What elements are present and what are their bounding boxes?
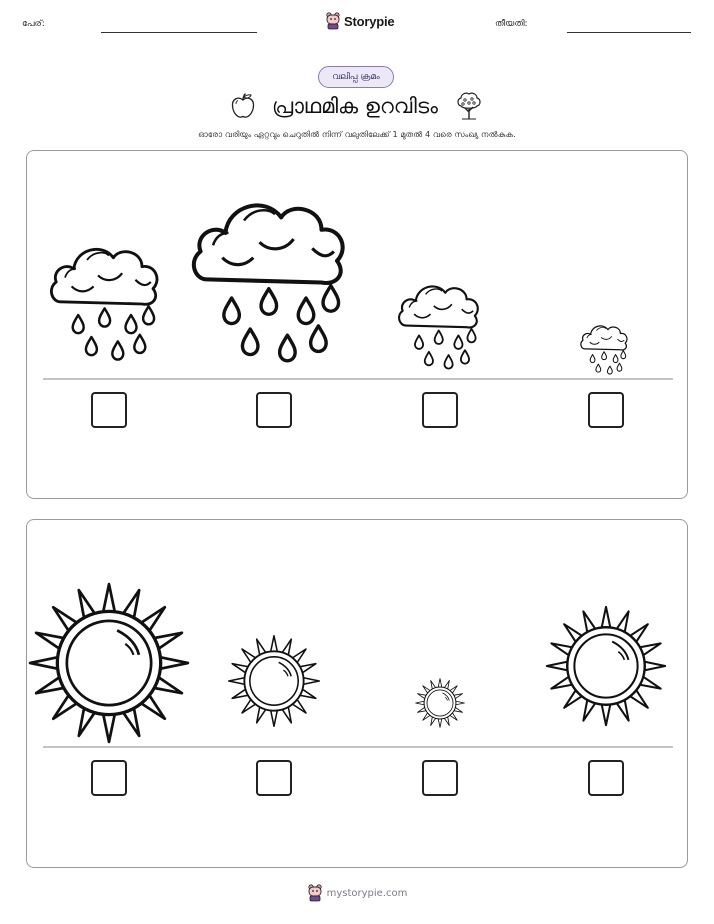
date-label: തീയതി: [495,19,528,29]
instruction-text: ഓരോ വരിയും ഏറ്റവും ചെറുതിൽ നിന്ന് വലുതിലേക്ക് 1 മുതൽ 4 വരെ സംഖ്യ നൽകുക. [198,129,516,139]
sun-4 [547,607,665,725]
brand-name: Storypie [344,13,395,29]
answer-box[interactable] [422,760,458,796]
rain-cloud-3 [399,286,478,368]
storypie-mascot-icon [325,12,341,30]
storypie-mascot-icon [307,884,323,902]
date-field[interactable] [567,32,691,33]
answer-box[interactable] [91,760,127,796]
footer-url[interactable]: mystorypie.com [326,887,408,899]
sun-2 [229,636,319,726]
rain-cloud-panel [26,150,688,499]
rain-cloud-1 [51,249,157,359]
rain-cloud-2 [194,205,343,360]
sun-1 [30,584,188,742]
tree-icon [454,91,484,121]
page-title: പ്രാഥമിക ഉറവിടം [272,93,438,118]
answer-box[interactable] [256,760,292,796]
name-label: പേര്: [22,19,45,29]
footer [0,884,714,902]
answer-box[interactable] [588,392,624,428]
name-field[interactable] [101,32,257,33]
worksheet-type-badge: വലിപ്പ ക്രമം [318,66,394,88]
answer-box[interactable] [256,392,292,428]
sun-illustrations [27,520,689,869]
answer-box[interactable] [91,392,127,428]
sun-3 [416,679,465,728]
title-row [0,89,714,123]
answer-box[interactable] [588,760,624,796]
apple-icon [230,92,256,120]
brand-logo [325,12,394,30]
answer-box[interactable] [422,392,458,428]
rain-cloud-4 [581,326,627,374]
rain-cloud-illustrations [27,151,689,500]
sun-panel [26,519,688,868]
